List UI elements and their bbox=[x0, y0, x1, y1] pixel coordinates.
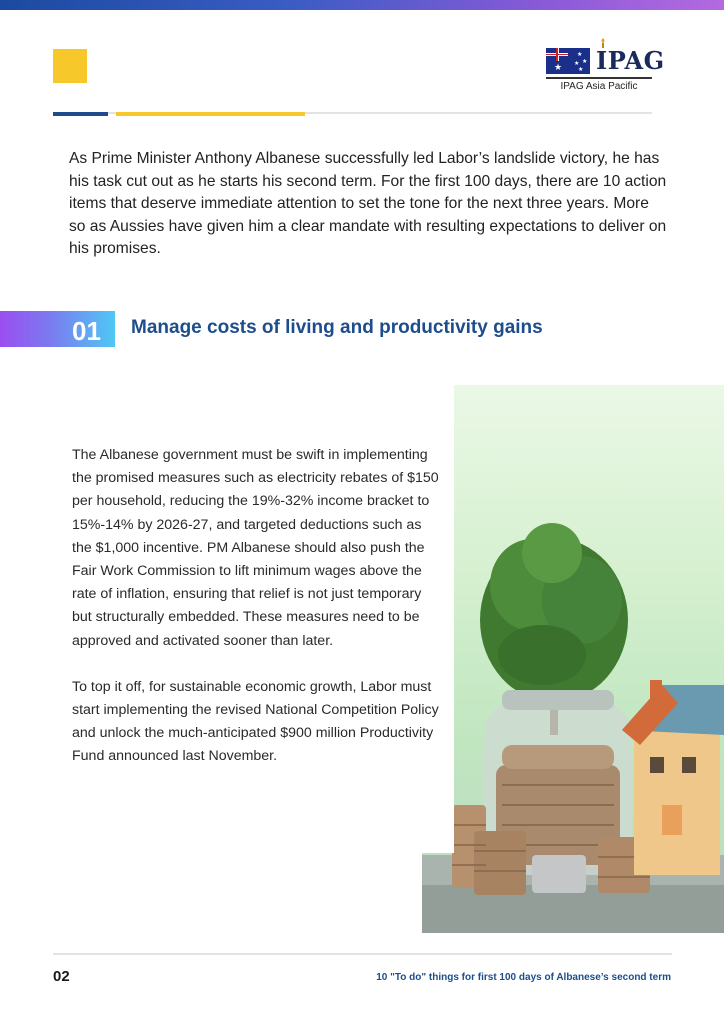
ipag-logo bbox=[546, 40, 665, 96]
header-divider-yellow-segment bbox=[116, 112, 305, 116]
australian-flag-icon: ★ ★ ★ ★ ★ bbox=[546, 48, 590, 74]
logo-divider bbox=[546, 77, 652, 79]
logo-text: IPAG bbox=[596, 46, 665, 75]
section-number: 01 bbox=[72, 316, 101, 346]
top-gradient-bar bbox=[0, 0, 724, 10]
page-number: 02 bbox=[53, 968, 70, 985]
coin-jar-tree-photo bbox=[422, 385, 724, 933]
logo-subtitle: IPAG Asia Pacific bbox=[560, 81, 638, 92]
body-paragraph: The Albanese government must be swift in implementing the promised measures such as electricity rebates of $150 per household, reducing the 19%-32% income bracket to 15%-14% by 2026-27, and targeted deductions such as the $1,000 incentive. PM Albanese should also push the Fair Work Commission to lift minimum wages above the rate of inflation, ensuring that relief is not just temporary but structurally embedded. These measures need to be approved and activated sooner than later. bbox=[72, 447, 439, 649]
footer-document-title: 10 "To do" things for first 100 days of Albanese’s second term bbox=[376, 972, 671, 983]
body-paragraph: To top it off, for sustainable economic growth, Labor must start implementing the revised National Competition Policy and unlock the much-anticipated $900 million Productivity Fund announced last November. bbox=[72, 678, 439, 765]
footer-divider bbox=[53, 953, 672, 955]
section-title: Manage costs of living and productivity gains bbox=[131, 317, 543, 338]
header-divider-blue-segment bbox=[53, 112, 108, 116]
yellow-accent-square bbox=[53, 49, 87, 83]
intro-paragraph: As Prime Minister Anthony Albanese successfully led Labor’s landslide victory, he has his task cut out as he starts his second term. For the first 100 days, there are 10 action items that deserve immediate attention to set the tone for the next three years. More so as Aussies have given him a clear mandate with resulting expectations to deliver on his promises. bbox=[69, 150, 667, 257]
section-body bbox=[72, 444, 442, 769]
